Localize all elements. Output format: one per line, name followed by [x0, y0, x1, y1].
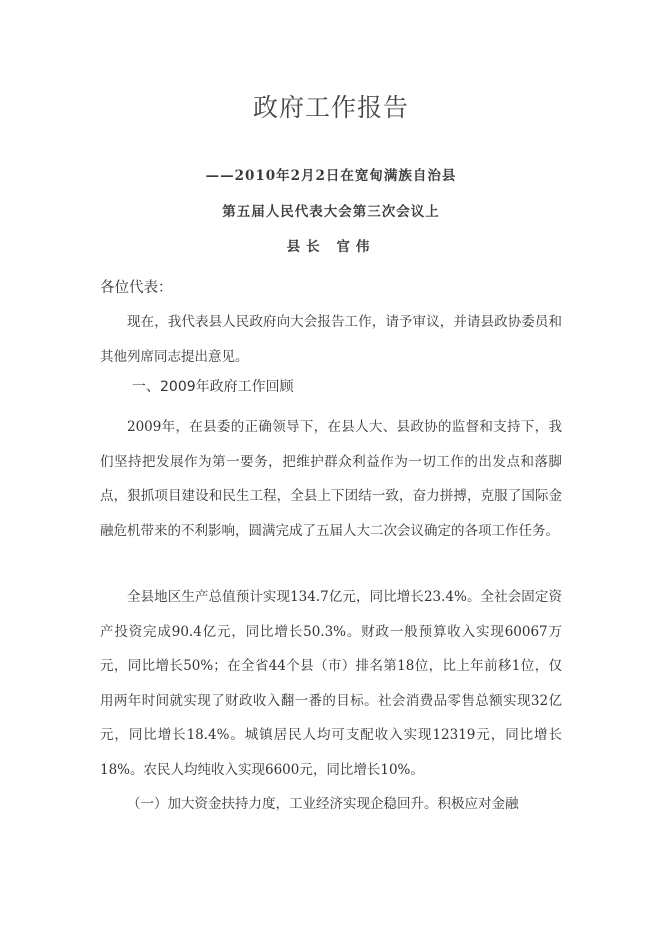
- section-heading-review: 一、2009年政府工作回顾: [132, 379, 294, 395]
- paragraph-review-overview-text: 2009年，在县委的正确领导下，在县人大、县政协的监督和支持下，我们坚持把发展作为第一要务，把维护群众利益作为一切工作的出发点和落脚点，狠抓项目建设和民生工程，全县上下团结一致，奋力拼搏，克服了国际金融危机带来的不利影响，圆满完成了五届人大二次会议确定的各项工作任务。: [100, 419, 562, 539]
- paragraph-economic-figures-text: 全县地区生产总值预计实现134.7亿元，同比增长23.4%。全社会固定资产投资完成90.4亿元，同比增长50.3%。财政一般预算收入实现60067万元，同比增长50%；在全省44个县（市）排名第18位，比上年前移1位，仅用两年时间就实现了财政收入翻一番的目标。社会消费品零售总额实现32亿元，同比增长18.4%。城镇居民人均可支配收入实现12319元，同比增长18%。农民人均纯收入实现6600元，同比增长10%。: [100, 589, 562, 778]
- paragraph-industry-section: [100, 787, 562, 822]
- subtitle-meeting: 第五届人民代表大会第三次会议上: [222, 204, 440, 220]
- subtitle-speaker: 县长 官伟: [286, 239, 376, 255]
- subtitle-date-location: ——2010年2月2日在宽甸满族自治县: [205, 168, 457, 184]
- paragraph-review-overview: [100, 410, 562, 548]
- paragraph-intro: [100, 305, 562, 374]
- paragraph-intro-text: 现在，我代表县人民政府向大会报告工作，请予审议，并请县政协委员和其他列席同志提出意见。: [100, 314, 562, 365]
- document-title: 政府工作报告: [252, 93, 409, 122]
- paragraph-economic-figures: [100, 580, 562, 787]
- salutation: 各位代表：: [100, 280, 173, 296]
- paragraph-industry-section-text: （一）加大资金扶持力度，工业经济实现企稳回升。积极应对金融: [127, 796, 519, 812]
